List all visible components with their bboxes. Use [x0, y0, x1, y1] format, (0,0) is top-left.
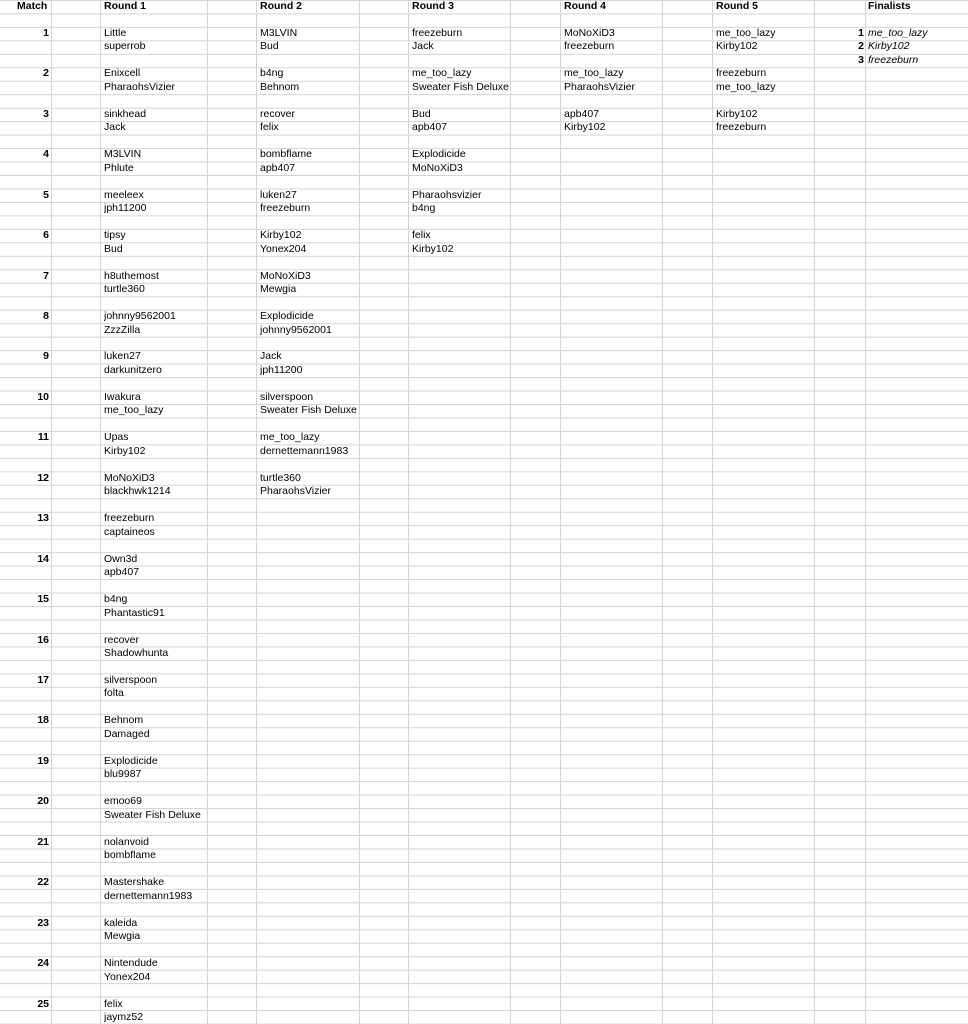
player-name[interactable]: freezeburn — [412, 26, 463, 39]
player-name[interactable]: me_too_lazy — [260, 431, 320, 444]
player-name[interactable]: Phantastic91 — [104, 606, 165, 619]
player-name[interactable]: me_too_lazy — [716, 80, 776, 93]
match-number: 11 — [37, 431, 49, 444]
player-name[interactable]: johnny9562001 — [104, 310, 176, 323]
grid-line — [256, 0, 257, 1024]
player-name[interactable]: emoo69 — [104, 795, 142, 808]
match-number: 1 — [43, 26, 49, 39]
match-number: 22 — [37, 876, 49, 889]
player-name[interactable]: b4ng — [260, 67, 284, 80]
player-name[interactable]: b4ng — [412, 202, 436, 215]
player-name[interactable]: luken27 — [104, 350, 141, 363]
player-name[interactable]: luken27 — [260, 188, 297, 201]
match-number: 15 — [37, 593, 49, 606]
player-name[interactable]: M3LVIN — [260, 26, 298, 39]
finalist-name[interactable]: freezeburn — [868, 53, 919, 66]
player-name[interactable]: Kirby102 — [260, 229, 302, 242]
player-name[interactable]: Kirby102 — [716, 107, 758, 120]
player-name[interactable]: blackhwk1214 — [104, 485, 171, 498]
match-number: 3 — [43, 107, 49, 120]
player-name[interactable]: Pharaohsvizier — [412, 188, 482, 201]
player-name[interactable]: me_too_lazy — [104, 404, 164, 417]
header-round-5: Round 5 — [716, 0, 758, 12]
match-number: 20 — [37, 795, 49, 808]
player-name[interactable]: Shadowhunta — [104, 647, 169, 660]
player-name[interactable]: Iwakura — [104, 390, 141, 403]
player-name[interactable]: ZzzZilla — [104, 323, 141, 336]
player-name[interactable]: recover — [260, 107, 296, 120]
player-name[interactable]: dernettemann1983 — [260, 444, 349, 457]
player-name[interactable]: Explodicide — [412, 148, 466, 161]
player-name[interactable]: Bud — [260, 40, 279, 53]
player-name[interactable]: Mastershake — [104, 876, 165, 889]
player-name[interactable]: felix — [104, 997, 123, 1010]
player-name[interactable]: Kirby102 — [412, 242, 454, 255]
match-number: 6 — [43, 229, 49, 242]
player-name[interactable]: bombflame — [260, 148, 312, 161]
player-name[interactable]: Kirby102 — [716, 40, 758, 53]
player-name[interactable]: Kirby102 — [104, 444, 146, 457]
player-name[interactable]: Sweater Fish Deluxe — [104, 808, 201, 821]
match-number: 10 — [37, 390, 49, 403]
player-name[interactable]: freezeburn — [716, 67, 767, 80]
match-number: 7 — [43, 269, 49, 282]
player-name[interactable]: silverspoon — [260, 390, 314, 403]
player-name[interactable]: M3LVIN — [104, 148, 142, 161]
match-number: 25 — [37, 997, 49, 1010]
grid-line — [712, 0, 713, 1024]
header-round-4: Round 4 — [564, 0, 606, 12]
player-name[interactable]: folta — [104, 687, 124, 700]
match-number: 14 — [37, 552, 49, 565]
player-name[interactable]: Enixcell — [104, 67, 141, 80]
player-name[interactable]: Mewgia — [260, 283, 297, 296]
player-name[interactable]: apb407 — [564, 107, 600, 120]
player-name[interactable]: h8uthemost — [104, 269, 159, 282]
player-name[interactable]: tipsy — [104, 229, 126, 242]
player-name[interactable]: Mewgia — [104, 930, 141, 943]
match-number: 19 — [37, 754, 49, 767]
finalist-name[interactable]: Kirby102 — [868, 40, 910, 53]
match-number: 23 — [37, 916, 49, 929]
player-name[interactable]: Sweater Fish Deluxe — [260, 404, 357, 417]
finalist-name[interactable]: me_too_lazy — [868, 26, 928, 39]
match-number: 21 — [37, 835, 49, 848]
player-name[interactable]: nolanvoid — [104, 835, 149, 848]
player-name[interactable]: Phlute — [104, 161, 134, 174]
grid-line — [207, 0, 208, 1024]
player-name[interactable]: jaymz52 — [104, 1011, 144, 1023]
grid-line — [100, 0, 101, 1024]
header-round-3: Round 3 — [412, 0, 454, 12]
player-name[interactable]: apb407 — [412, 121, 448, 134]
match-number: 17 — [37, 674, 49, 686]
match-number: 2 — [43, 67, 49, 80]
player-name[interactable]: jph11200 — [260, 363, 303, 376]
player-name[interactable]: me_too_lazy — [564, 67, 624, 80]
player-name[interactable]: turtle360 — [104, 283, 145, 296]
match-number: 9 — [43, 350, 49, 363]
player-name[interactable]: felix — [260, 121, 279, 134]
player-name[interactable]: bombflame — [104, 849, 156, 862]
player-name[interactable]: apb407 — [104, 566, 140, 579]
player-name[interactable]: Behnom — [260, 80, 300, 93]
player-name[interactable]: turtle360 — [260, 471, 301, 484]
grid-line — [814, 0, 815, 1024]
match-number: 24 — [37, 957, 49, 970]
player-name[interactable]: silverspoon — [104, 674, 158, 686]
finalist-rank: 3 — [858, 53, 864, 66]
player-name[interactable]: captaineos — [104, 525, 155, 538]
player-name[interactable]: Kirby102 — [564, 121, 606, 134]
player-name[interactable]: sinkhead — [104, 107, 147, 120]
player-name[interactable]: MoNoXiD3 — [412, 161, 463, 174]
player-name[interactable]: b4ng — [104, 593, 128, 606]
player-name[interactable]: freezeburn — [104, 512, 155, 525]
finalist-rank: 1 — [858, 26, 864, 39]
match-number: 13 — [37, 512, 49, 525]
grid-line — [408, 0, 409, 1024]
grid-line — [51, 0, 52, 1024]
player-name[interactable]: Own3d — [104, 552, 138, 565]
grid-line — [560, 0, 561, 1024]
player-name[interactable]: MoNoXiD3 — [564, 26, 615, 39]
player-name[interactable]: MoNoXiD3 — [260, 269, 311, 282]
header-round-2: Round 2 — [260, 0, 302, 12]
player-name[interactable]: apb407 — [260, 161, 296, 174]
player-name[interactable]: Jack — [104, 121, 126, 134]
player-name[interactable]: Upas — [104, 431, 129, 444]
player-name[interactable]: Bud — [104, 242, 123, 255]
player-name[interactable]: Little — [104, 26, 127, 39]
player-name[interactable]: recover — [104, 633, 140, 646]
player-name[interactable]: Nintendude — [104, 957, 158, 970]
player-name[interactable]: kaleida — [104, 916, 138, 929]
finalist-rank: 2 — [858, 40, 864, 53]
player-name[interactable]: Damaged — [104, 727, 150, 740]
player-name[interactable]: PharaohsVizier — [260, 485, 332, 498]
player-name[interactable]: johnny9562001 — [260, 323, 332, 336]
match-number: 5 — [43, 188, 49, 201]
player-name[interactable]: Explodicide — [260, 310, 314, 323]
player-name[interactable]: dernettemann1983 — [104, 889, 193, 902]
player-name[interactable]: Yonex204 — [260, 242, 307, 255]
player-name[interactable]: meeleex — [104, 188, 144, 201]
player-name[interactable]: freezeburn — [564, 40, 615, 53]
match-number: 4 — [43, 148, 49, 161]
player-name[interactable]: blu9987 — [104, 768, 142, 781]
match-number: 8 — [43, 310, 49, 323]
player-name[interactable]: Explodicide — [104, 754, 158, 767]
player-name[interactable]: PharaohsVizier — [564, 80, 636, 93]
player-name[interactable]: PharaohsVizier — [104, 80, 176, 93]
header-match: Match — [17, 0, 48, 12]
player-name[interactable]: Sweater Fish Deluxe — [412, 80, 509, 93]
player-name[interactable]: darkunitzero — [104, 363, 162, 376]
player-name[interactable]: freezeburn — [716, 121, 767, 134]
player-name[interactable]: Behnom — [104, 714, 144, 727]
header-finalists: Finalists — [868, 0, 911, 12]
match-number: 12 — [37, 471, 49, 484]
player-name[interactable]: freezeburn — [260, 202, 311, 215]
player-name[interactable]: Yonex204 — [104, 970, 151, 983]
grid-line — [865, 0, 866, 1024]
player-name[interactable]: Jack — [260, 350, 282, 363]
player-name[interactable]: Bud — [412, 107, 431, 120]
grid-line — [662, 0, 663, 1024]
player-name[interactable]: Jack — [412, 40, 434, 53]
player-name[interactable]: MoNoXiD3 — [104, 471, 155, 484]
player-name[interactable]: me_too_lazy — [412, 67, 472, 80]
match-number: 18 — [37, 714, 49, 727]
player-name[interactable]: superrob — [104, 40, 146, 53]
match-number: 16 — [37, 633, 49, 646]
player-name[interactable]: jph11200 — [104, 202, 147, 215]
player-name[interactable]: me_too_lazy — [716, 26, 776, 39]
player-name[interactable]: felix — [412, 229, 431, 242]
header-round-1: Round 1 — [104, 0, 146, 12]
